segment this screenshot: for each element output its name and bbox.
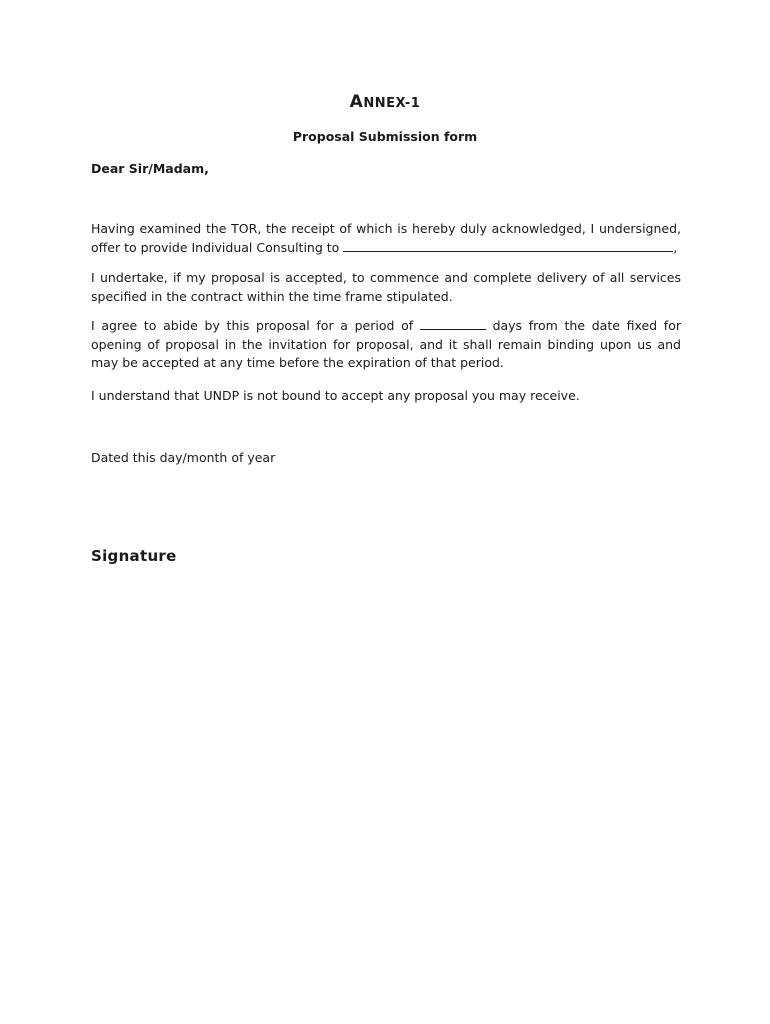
paragraph3-text-end: days from the date fixed for opening of proposal in the invitation for proposal, and it shall remain binding upon us and may be accepted at any time before the expiration of that period. bbox=[91, 318, 681, 370]
paragraph-validity bbox=[91, 317, 681, 373]
form-subtitle: Proposal Submission form bbox=[292, 129, 478, 144]
paragraph-tor-acknowledgement bbox=[91, 220, 681, 257]
dated-line: Dated this day/month of year bbox=[91, 450, 276, 465]
days-blank-line bbox=[420, 317, 486, 330]
salutation: Dear Sir/Madam, bbox=[91, 161, 209, 176]
annex-title bbox=[0, 92, 770, 112]
annex-title-initial: A bbox=[349, 92, 364, 112]
paragraph1-text: Having examined the TOR, the receipt of which is hereby duly acknowledged, I undersigned, offer to provide Individual Consulting to bbox=[91, 221, 681, 255]
paragraph3-text-start: I agree to abide by this proposal for a period of bbox=[91, 318, 420, 333]
signature-label: Signature bbox=[91, 547, 177, 565]
paragraph1-end: , bbox=[673, 239, 678, 255]
consulting-blank-line bbox=[343, 239, 673, 252]
paragraph-undp-disclaimer: I understand that UNDP is not bound to accept any proposal you may receive. bbox=[91, 388, 580, 403]
annex-title-rest: NNEX-1 bbox=[363, 96, 421, 111]
paragraph-undertaking: I undertake, if my proposal is accepted, to commence and complete delivery of all services specified in the contract within the time frame stipulated. bbox=[91, 270, 681, 304]
